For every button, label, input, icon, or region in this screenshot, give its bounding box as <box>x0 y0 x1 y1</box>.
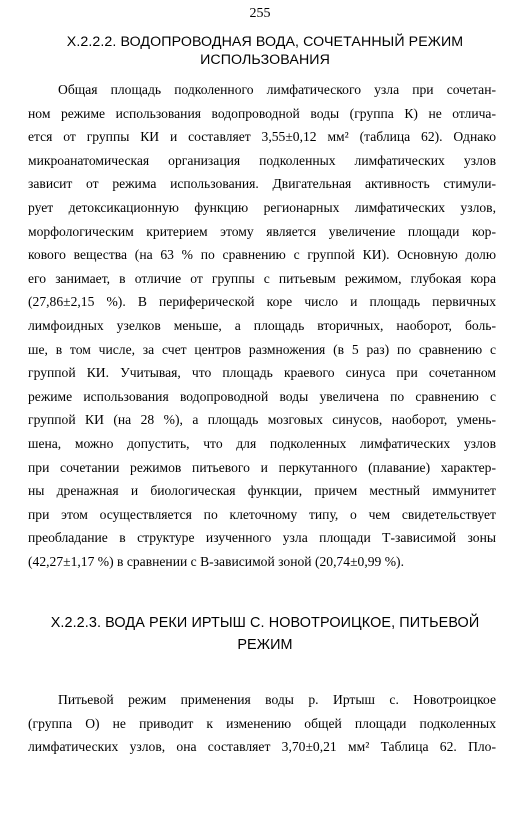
text-line: (группа О) не приводит к изменению общей площади подколенных <box>28 715 496 731</box>
text-line: ше, в том числе, за счет центров размножения (в 5 раз) по сравнению с <box>28 341 496 357</box>
text-line: ны дренажная и биологическая функции, причем местный иммунитет <box>28 483 496 499</box>
page-number: 255 <box>249 6 271 21</box>
text-line: Питьевой режим применения воды р. Иртыш с. Новотроицкое <box>58 692 496 707</box>
text-line: зависит от режима использования. Двигательная активность стимули- <box>28 176 496 192</box>
text-line: его занимает, в отличие от группы с питьевым режимом, глубокая кора <box>28 270 496 286</box>
text-line: группой КИ. Учитывая, что площадь краевого синуса при сочетанном <box>28 365 496 381</box>
text-line: режиме использования водопроводной воды увеличена по сравнению с <box>28 388 496 404</box>
text-line: при этом осуществляется по клеточному типу, о чем свидетельствует <box>28 506 496 522</box>
text-line: группой КИ (на 28 %), а площадь мозговых синусов, наоборот, умень- <box>28 412 496 428</box>
text-line: лимфоидных узелков меньше, а площадь вторичных, наоборот, боль- <box>28 317 496 333</box>
heading-line: X.2.2.3. ВОДА РЕКИ ИРТЫШ С. НОВОТРОИЦКОЕ, ПИТЬЕВОЙ <box>50 615 480 631</box>
heading-line: X.2.2.2. ВОДОПРОВОДНАЯ ВОДА, СОЧЕТАННЫЙ РЕЖИМ <box>66 34 464 50</box>
text-line: лимфатических узлов, она составляет 3,70±0,21 мм² Таблица 62. Пло- <box>28 739 496 755</box>
heading-line: РЕЖИМ <box>237 637 293 653</box>
text-line: при сочетании режимов питьевого и перкутанного (плавание) характер- <box>28 459 496 475</box>
text-line: (27,86±2,15 %). В периферической коре число и площадь первичных <box>28 294 496 310</box>
text-line: ном режиме использования водопроводной воды (группа К) не отлича- <box>28 105 496 121</box>
heading-line: ИСПОЛЬЗОВАНИЯ <box>200 52 330 68</box>
section-heading <box>50 33 480 69</box>
text-line: Общая площадь подколенного лимфатического узла при сочетан- <box>58 82 496 97</box>
text-line: микроанатомическая организация подколенных лимфатических узлов <box>28 152 496 168</box>
paragraph <box>28 78 496 573</box>
text-line: морфологическим критерием этому является увеличение площади кор- <box>28 223 496 239</box>
section-heading <box>50 612 480 656</box>
text-line: шена, можно допустить, что для подколенных лимфатических узлов <box>28 435 496 451</box>
text-line: рует детоксикационную функцию регионарных лимфатических узлов, <box>28 199 496 215</box>
text-line: кового вещества (на 63 % по сравнению с группой КИ). Основную долю <box>28 247 496 263</box>
paragraph <box>28 688 496 759</box>
text-line: преобладание в структуре изученного узла площади Т-зависимой зоны <box>28 530 496 546</box>
text-line: ется от группы КИ и составляет 3,55±0,12 мм² (таблица 62). Однако <box>28 129 496 145</box>
text-line: (42,27±1,17 %) в сравнении с В-зависимой зоной (20,74±0,99 %). <box>28 553 404 569</box>
